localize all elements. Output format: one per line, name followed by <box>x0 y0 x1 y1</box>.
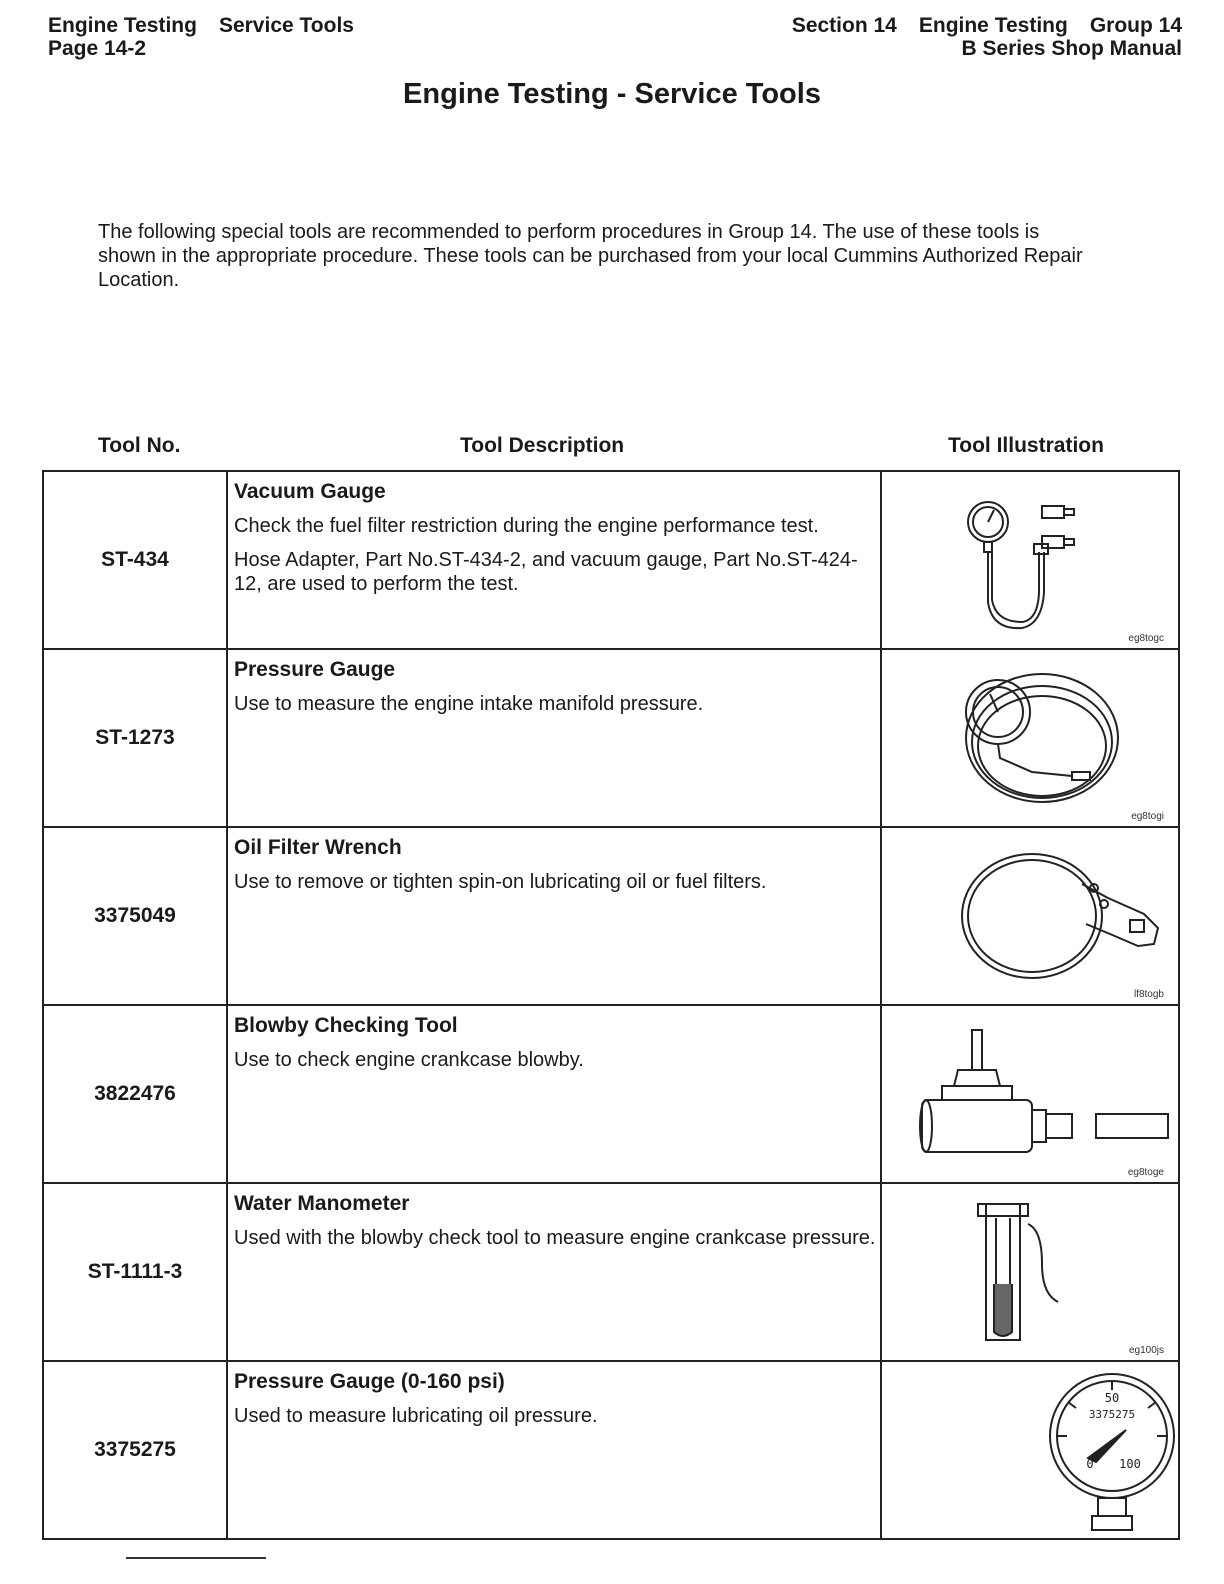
oil-pressure-gauge-icon <box>882 1362 1182 1536</box>
tool-illustration <box>881 1005 1179 1183</box>
tool-text: Use to measure the engine intake manifold pressure. <box>234 693 704 715</box>
dial-part-number: 3375275 <box>1088 1408 1136 1421</box>
tool-illustration <box>881 1361 1179 1539</box>
tool-text: Use to check engine crankcase blowby. <box>234 1049 584 1071</box>
header-chapter: Engine Testing <box>48 14 197 37</box>
tool-name: Vacuum Gauge <box>234 480 386 503</box>
header-topic: Service Tools <box>218 14 354 37</box>
tool-text: Used to measure lubricating oil pressure. <box>234 1405 598 1427</box>
tool-illustration <box>881 471 1179 649</box>
tool-text: Use to remove or tighten spin-on lubricating oil or fuel filters. <box>234 871 767 893</box>
tool-number: ST-434 <box>43 471 227 649</box>
tool-name: Oil Filter Wrench <box>234 836 402 859</box>
page-header-left <box>48 14 376 60</box>
tool-text: Hose Adapter, Part No.ST-434-2, and vacuum gauge, Part No.ST-424-12, are used to perform the test. <box>234 549 858 595</box>
illustration-code: eg8togc <box>1128 633 1164 644</box>
page-title: Engine Testing - Service Tools <box>403 78 821 110</box>
table-row <box>43 1005 1179 1183</box>
tool-description <box>227 649 881 827</box>
illustration-code: eg100js <box>1128 1345 1164 1356</box>
column-header-tool-no: Tool No. <box>98 434 181 457</box>
vacuum-gauge-icon <box>882 472 1182 646</box>
blowby-tool-icon <box>882 1006 1182 1180</box>
dial-label-left: 0 <box>1086 1457 1094 1471</box>
dial-label-right: 100 <box>1119 1457 1141 1471</box>
table-row <box>43 471 1179 649</box>
tool-description <box>227 1183 881 1361</box>
tool-name: Pressure Gauge (0-160 psi) <box>234 1370 505 1393</box>
column-header-tool-illustration: Tool Illustration <box>948 434 1104 457</box>
table-row <box>43 1183 1179 1361</box>
illustration-code: eg8toge <box>1127 1167 1164 1178</box>
water-manometer-icon <box>882 1184 1182 1358</box>
header-section: Section 14 <box>791 14 897 37</box>
page-number: Page 14-2 <box>48 37 147 60</box>
tool-text: Check the fuel filter restriction during the engine performance test. <box>234 515 819 537</box>
table-row <box>43 827 1179 1005</box>
tool-number: 3375275 <box>43 1361 227 1539</box>
tool-illustration <box>881 1183 1179 1361</box>
tools-table <box>42 470 1180 1540</box>
header-section-title: Engine Testing <box>918 14 1068 37</box>
page-header-right <box>770 14 1182 60</box>
column-header-tool-description: Tool Description <box>460 434 625 457</box>
illustration-code: eg8togi <box>1131 811 1164 822</box>
tool-illustration <box>881 827 1179 1005</box>
tool-description <box>227 1361 881 1539</box>
tool-number: ST-1273 <box>43 649 227 827</box>
tool-illustration <box>881 649 1179 827</box>
tool-number: ST-1111-3 <box>43 1183 227 1361</box>
table-row <box>43 1361 1179 1539</box>
tool-name: Blowby Checking Tool <box>234 1014 458 1037</box>
dial-label-top: 50 <box>1104 1391 1120 1405</box>
oil-filter-wrench-icon <box>882 828 1182 1002</box>
header-group: Group 14 <box>1089 14 1182 37</box>
tool-number: 3375049 <box>43 827 227 1005</box>
table-row <box>43 649 1179 827</box>
tool-number: 3822476 <box>43 1005 227 1183</box>
tool-text: Used with the blowby check tool to measure engine crankcase pressure. <box>234 1227 876 1249</box>
tool-name: Pressure Gauge <box>234 658 396 681</box>
pressure-gauge-hose-icon <box>882 650 1182 824</box>
illustration-code: lf8togb <box>1133 989 1164 1000</box>
footer-rule <box>126 1557 266 1559</box>
tool-name: Water Manometer <box>234 1192 410 1215</box>
tool-description <box>227 827 881 1005</box>
manual-name: B Series Shop Manual <box>961 37 1182 60</box>
tool-description <box>227 471 881 649</box>
tool-description <box>227 1005 881 1183</box>
intro-paragraph: The following special tools are recommended to perform procedures in Group 14. The use of these tools is shown in the appropriate procedure. These tools can be purchased from your local Cummins Authorized Repair Location. <box>98 221 1083 291</box>
